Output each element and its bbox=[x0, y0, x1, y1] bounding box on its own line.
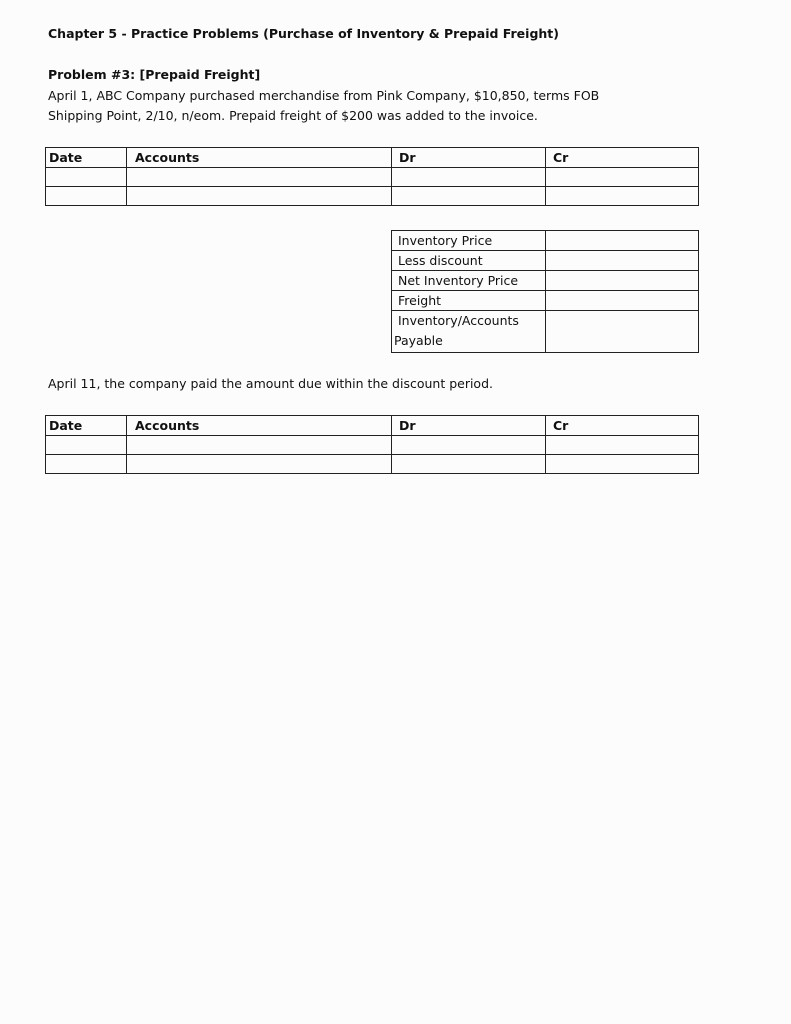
date-header: Date bbox=[46, 416, 127, 436]
summary-value-cell[interactable] bbox=[546, 271, 699, 291]
table-row bbox=[46, 168, 699, 187]
second-event-text: April 11, the company paid the amount due within the discount period. bbox=[48, 376, 493, 391]
table-row bbox=[392, 231, 699, 251]
dr-cell[interactable] bbox=[392, 168, 546, 187]
table-row bbox=[392, 291, 699, 311]
summary-value-cell[interactable] bbox=[546, 291, 699, 311]
accounts-cell[interactable] bbox=[127, 436, 392, 455]
journal-header-row bbox=[46, 416, 699, 436]
cr-cell[interactable] bbox=[546, 168, 699, 187]
date-cell[interactable] bbox=[46, 187, 127, 206]
problem-title: Problem #3: [Prepaid Freight] bbox=[48, 67, 261, 82]
dr-cell[interactable] bbox=[392, 455, 546, 474]
table-row bbox=[392, 251, 699, 271]
summary-value-cell[interactable] bbox=[546, 251, 699, 271]
table-row bbox=[392, 271, 699, 291]
summary-label: Less discount bbox=[392, 251, 546, 271]
cr-cell[interactable] bbox=[546, 436, 699, 455]
summary-label: Inventory Price bbox=[392, 231, 546, 251]
accounts-header: Accounts bbox=[127, 148, 392, 168]
dr-header: Dr bbox=[392, 148, 546, 168]
summary-label: Net Inventory Price bbox=[392, 271, 546, 291]
table-row bbox=[46, 436, 699, 455]
cr-cell[interactable] bbox=[546, 187, 699, 206]
accounts-header: Accounts bbox=[127, 416, 392, 436]
dr-cell[interactable] bbox=[392, 187, 546, 206]
dr-cell[interactable] bbox=[392, 436, 546, 455]
table-row bbox=[46, 455, 699, 474]
inventory-summary-table bbox=[391, 230, 699, 353]
cr-header: Cr bbox=[546, 416, 699, 436]
summary-last-line1: Inventory/Accounts bbox=[398, 313, 519, 328]
summary-label: Freight bbox=[392, 291, 546, 311]
accounts-cell[interactable] bbox=[127, 168, 392, 187]
cr-cell[interactable] bbox=[546, 455, 699, 474]
intro-line-2: Shipping Point, 2/10, n/eom. Prepaid freight of $200 was added to the invoice. bbox=[48, 108, 538, 123]
journal-table-1 bbox=[45, 147, 699, 206]
summary-label bbox=[392, 311, 546, 353]
date-header: Date bbox=[46, 148, 127, 168]
summary-last-line2: Payable bbox=[394, 333, 443, 348]
journal-table-2 bbox=[45, 415, 699, 474]
journal-header-row bbox=[46, 148, 699, 168]
dr-header: Dr bbox=[392, 416, 546, 436]
date-cell[interactable] bbox=[46, 455, 127, 474]
summary-value-cell[interactable] bbox=[546, 231, 699, 251]
table-row bbox=[392, 311, 699, 353]
page-heading: Chapter 5 - Practice Problems (Purchase of Inventory & Prepaid Freight) bbox=[48, 26, 559, 41]
table-row bbox=[46, 187, 699, 206]
summary-value-cell[interactable] bbox=[546, 311, 699, 353]
intro-line-1: April 1, ABC Company purchased merchandise from Pink Company, $10,850, terms FOB bbox=[48, 88, 600, 103]
accounts-cell[interactable] bbox=[127, 187, 392, 206]
cr-header: Cr bbox=[546, 148, 699, 168]
accounts-cell[interactable] bbox=[127, 455, 392, 474]
date-cell[interactable] bbox=[46, 436, 127, 455]
date-cell[interactable] bbox=[46, 168, 127, 187]
